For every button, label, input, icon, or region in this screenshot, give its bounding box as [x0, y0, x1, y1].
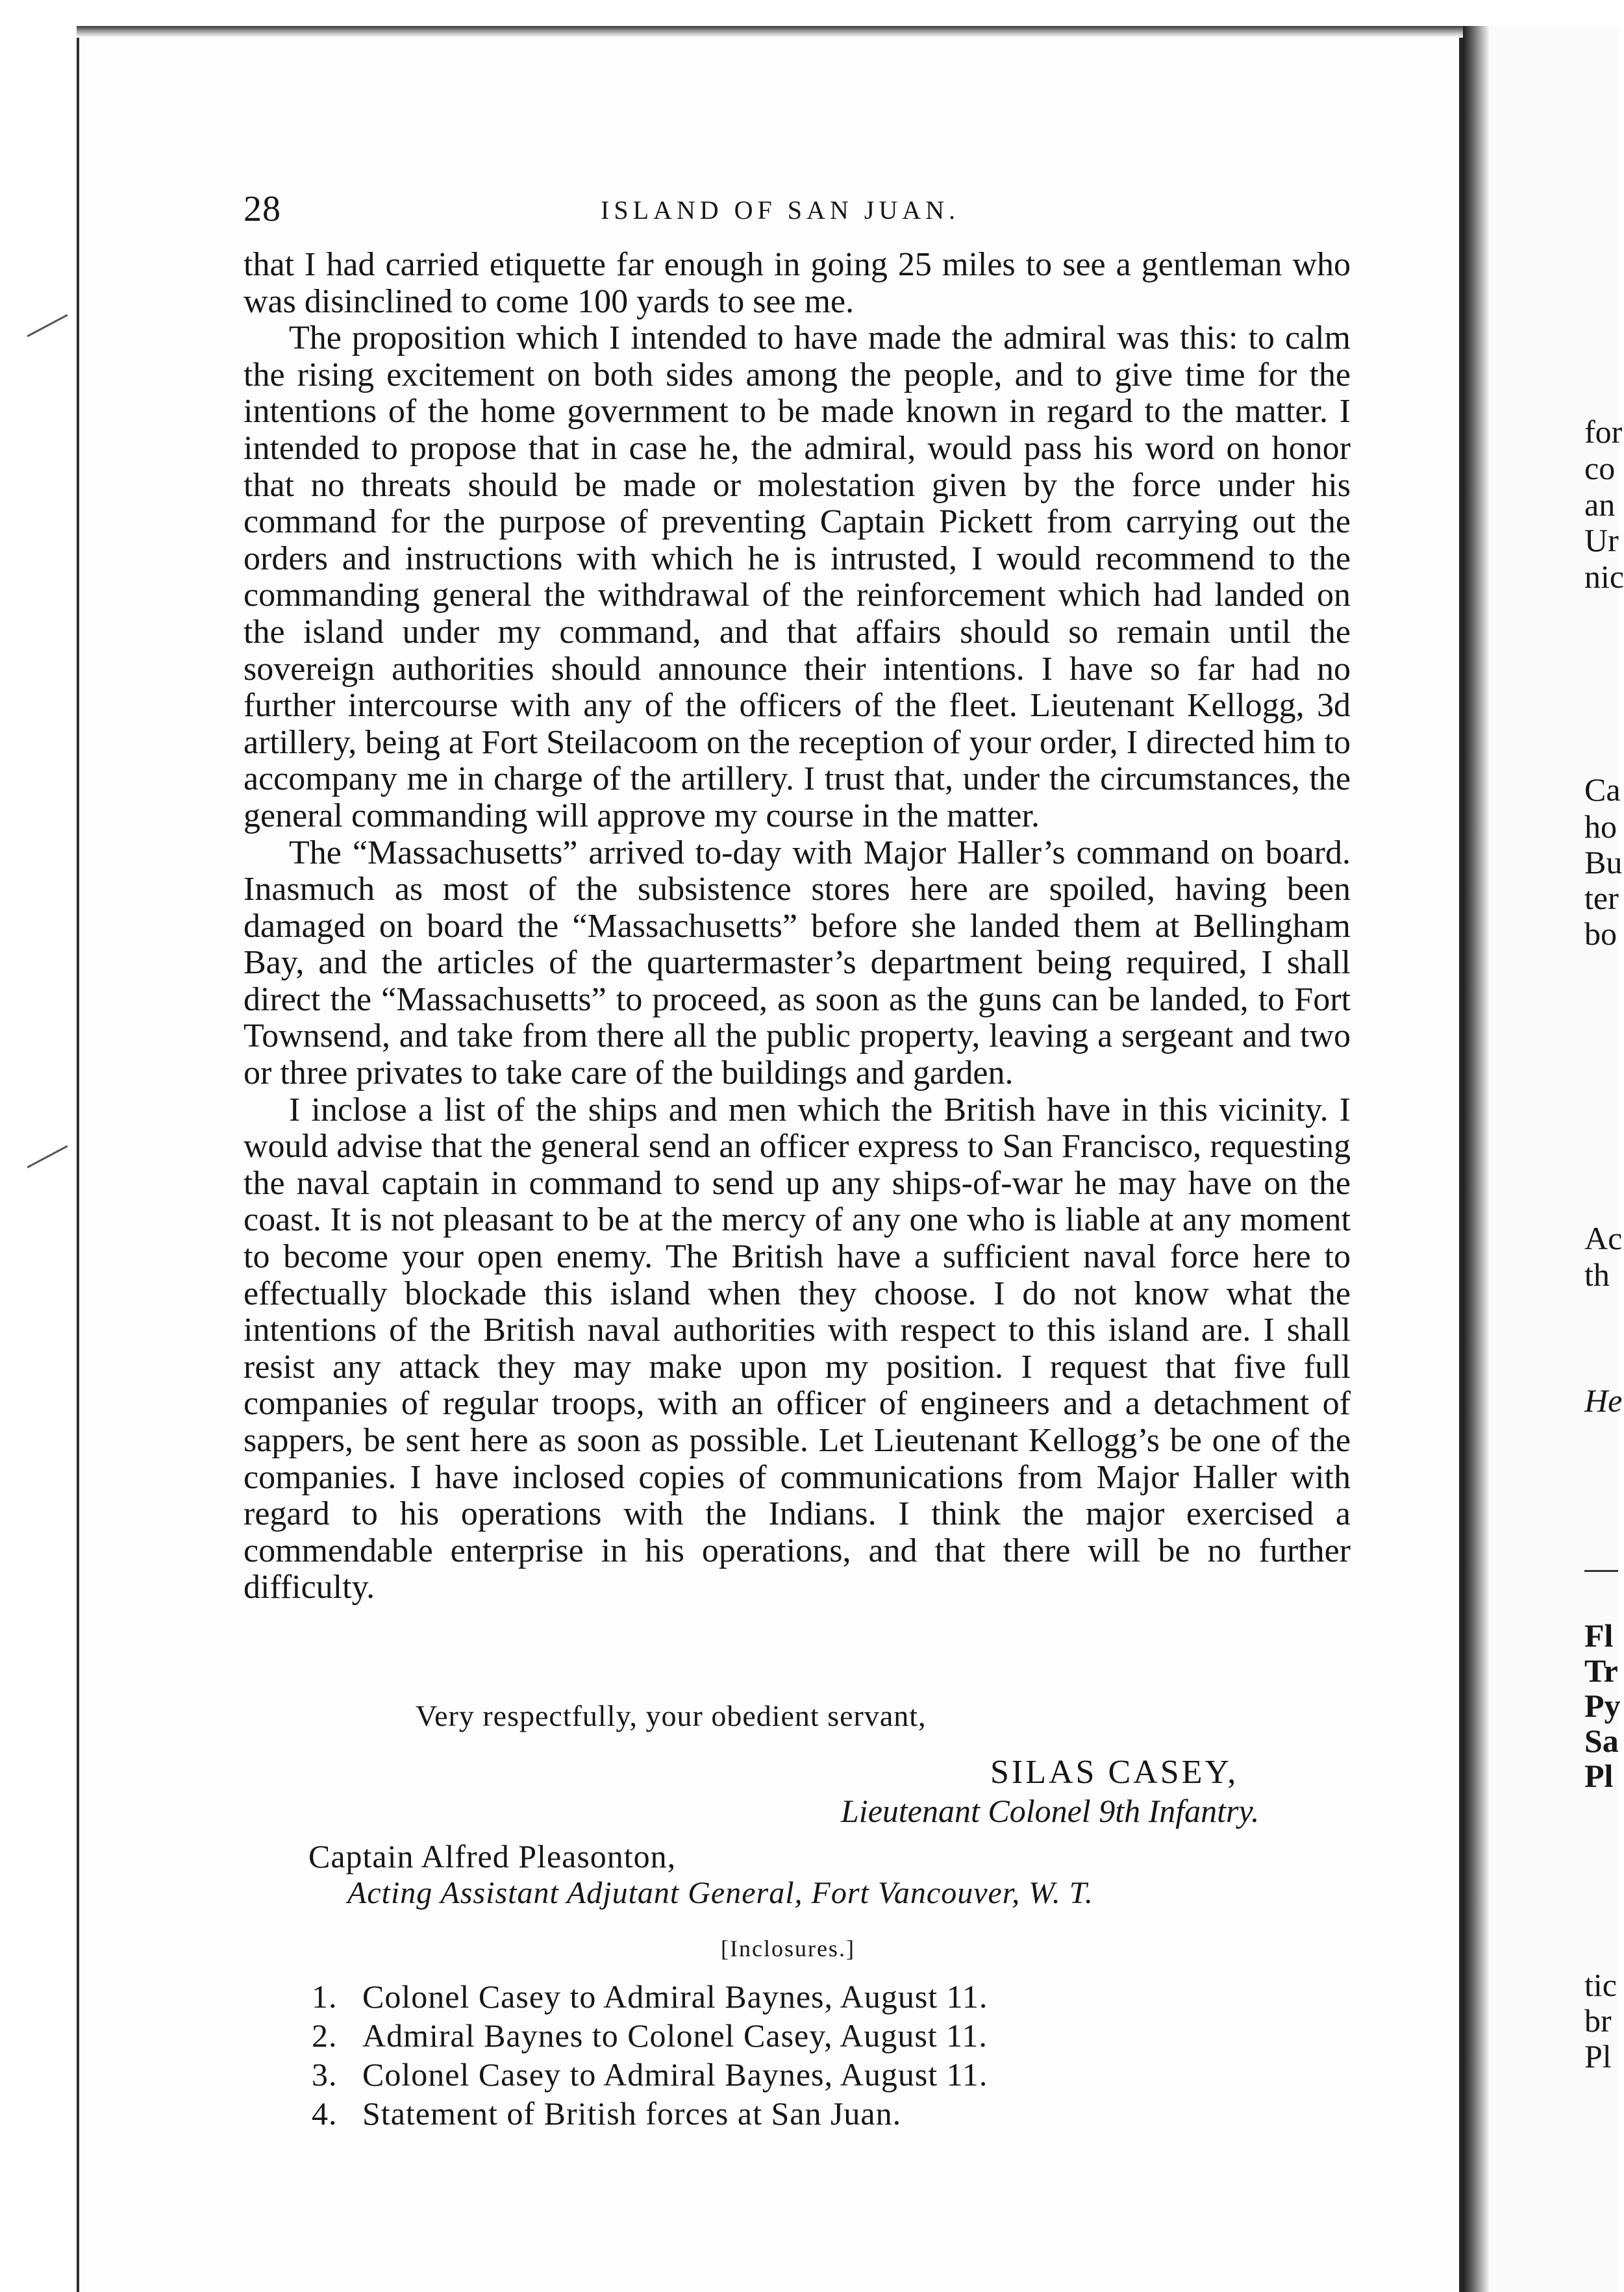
- list-item: [312, 2016, 988, 2055]
- fragment: th: [1584, 1256, 1610, 1293]
- fragment: Pl: [1584, 1758, 1614, 1794]
- item-text: Colonel Casey to Admiral Baynes, August 11.: [362, 1978, 988, 2015]
- fragment: He: [1584, 1382, 1623, 1419]
- fragment: Tr: [1584, 1652, 1618, 1689]
- margin-mark: [27, 1145, 68, 1169]
- paragraph: that I had carried etiquette far enough in going 25 miles to see a gentleman who was disinclined to come 100 yards to see me.: [244, 246, 1351, 320]
- item-text: Colonel Casey to Admiral Baynes, August 11.: [362, 2056, 988, 2093]
- fragment: Ur: [1584, 522, 1619, 558]
- fragment: ter: [1584, 880, 1619, 916]
- fragment: Py: [1584, 1688, 1621, 1724]
- addressee-title: Acting Assistant Adjutant General, Fort Vancouver, W. T.: [347, 1876, 1093, 1910]
- page-number: 28: [244, 189, 281, 229]
- letter-closing: Very respectfully, your obedient servant,: [416, 1699, 927, 1732]
- paragraph: The proposition which I intended to have made the admiral was this: to calm the rising excitement on both sides among the people, and to give time for the intentions of the home government to be made known in regard to the matter. I intended to propose that in case he, the admiral, would pass his word on honor that no threats should be made or molestation given by the force under his command for the purpose of preventing Captain Pickett from carrying out the orders and instructions with which he is intrusted, I would recommend to the commanding general the withdrawal of the reinforcement which had landed on the island under my command, and that affairs should so remain until the sovereign authorities should announce their intentions. I have so far had no further intercourse with any of the officers of the fleet. Lieutenant Kellogg, 3d artillery, being at Fort Steilacoom on the reception of your order, I directed him to accompany me in charge of the artillery. I trust that, under the circumstances, the general commanding will approve my course in the matter.: [244, 319, 1351, 834]
- margin-mark: [27, 314, 68, 338]
- page-header: [244, 188, 1347, 234]
- fragment: br: [1584, 2002, 1612, 2039]
- list-item: [312, 2055, 988, 2094]
- fragment: ho: [1584, 808, 1617, 845]
- book-gutter: [1463, 26, 1489, 2292]
- item-number: 1.: [312, 1978, 338, 2015]
- item-number: 3.: [312, 2056, 338, 2093]
- signature-title: Lieutenant Colonel 9th Infantry.: [841, 1793, 1260, 1829]
- item-number: 2.: [312, 2017, 338, 2054]
- addressee-name: Captain Alfred Pleasonton,: [308, 1838, 677, 1875]
- item-text: Admiral Baynes to Colonel Casey, August 11.: [362, 2017, 988, 2054]
- facing-page-rule: [1584, 1570, 1618, 1572]
- signature-name: SILAS CASEY,: [990, 1754, 1239, 1791]
- running-head: ISLAND OF SAN JUAN.: [601, 195, 960, 225]
- fragment: Pl: [1584, 2038, 1612, 2074]
- inclosures-list: [312, 1977, 988, 2133]
- fragment: nic: [1584, 558, 1624, 595]
- fragment: for: [1584, 414, 1623, 450]
- item-text: Statement of British forces at San Juan.: [362, 2095, 902, 2132]
- paragraph: I inclose a list of the ships and men which the British have in this vicinity. I would advise that the general send an officer express to San Francisco, requesting the naval captain in command to send up any ships-of-war he may have on the coast. It is not pleasant to be at the mercy of any one who is liable at any moment to become your open enemy. The British have a sufficient naval force here to effectually blockade this island when they choose. I do not know what the intentions of the British naval authorities with respect to this island are. I shall resist any attack they may make upon my position. I request that five full companies of regular troops, with an officer of engineers and a detachment of sappers, be sent here as soon as possible. Let Lieutenant Kellogg’s be one of the companies. I have inclosed copies of communications from Major Haller with regard to his operations with the Indians. I think the major exercised a commendable enterprise in his operations, and that there will be no further difficulty.: [244, 1091, 1351, 1606]
- fragment: Ca: [1584, 771, 1621, 808]
- page-top-shadow: [77, 26, 1466, 38]
- letter-body: [244, 247, 1351, 1606]
- fragment: bo: [1584, 916, 1617, 952]
- fragment: Sa: [1584, 1723, 1619, 1759]
- list-item: [312, 2094, 988, 2133]
- list-item: [312, 1977, 988, 2016]
- fragment: Ac: [1584, 1220, 1623, 1256]
- paragraph: The “Massachusetts” arrived to-day with Major Haller’s command on board. Inasmuch as most of the subsistence stores here are spoiled, having been damaged on board the “Massachusetts” before she landed them at Bellingham Bay, and the articles of the quartermaster’s department being required, I shall direct the “Massachusetts” to proceed, as soon as the guns can be landed, to Fort Townsend, and take from there all the public property, leaving a sergeant and two or three privates to take care of the buildings and garden.: [244, 834, 1351, 1092]
- fragment: tic: [1584, 1967, 1617, 2003]
- item-number: 4.: [312, 2095, 338, 2132]
- fragment: co: [1584, 450, 1616, 486]
- facing-page-text: [1584, 0, 1624, 2292]
- fragment: Fl: [1584, 1617, 1614, 1654]
- fragment: an: [1584, 486, 1616, 523]
- inclosures-heading: [Inclosures.]: [721, 1936, 855, 1962]
- fragment: Bu: [1584, 844, 1623, 880]
